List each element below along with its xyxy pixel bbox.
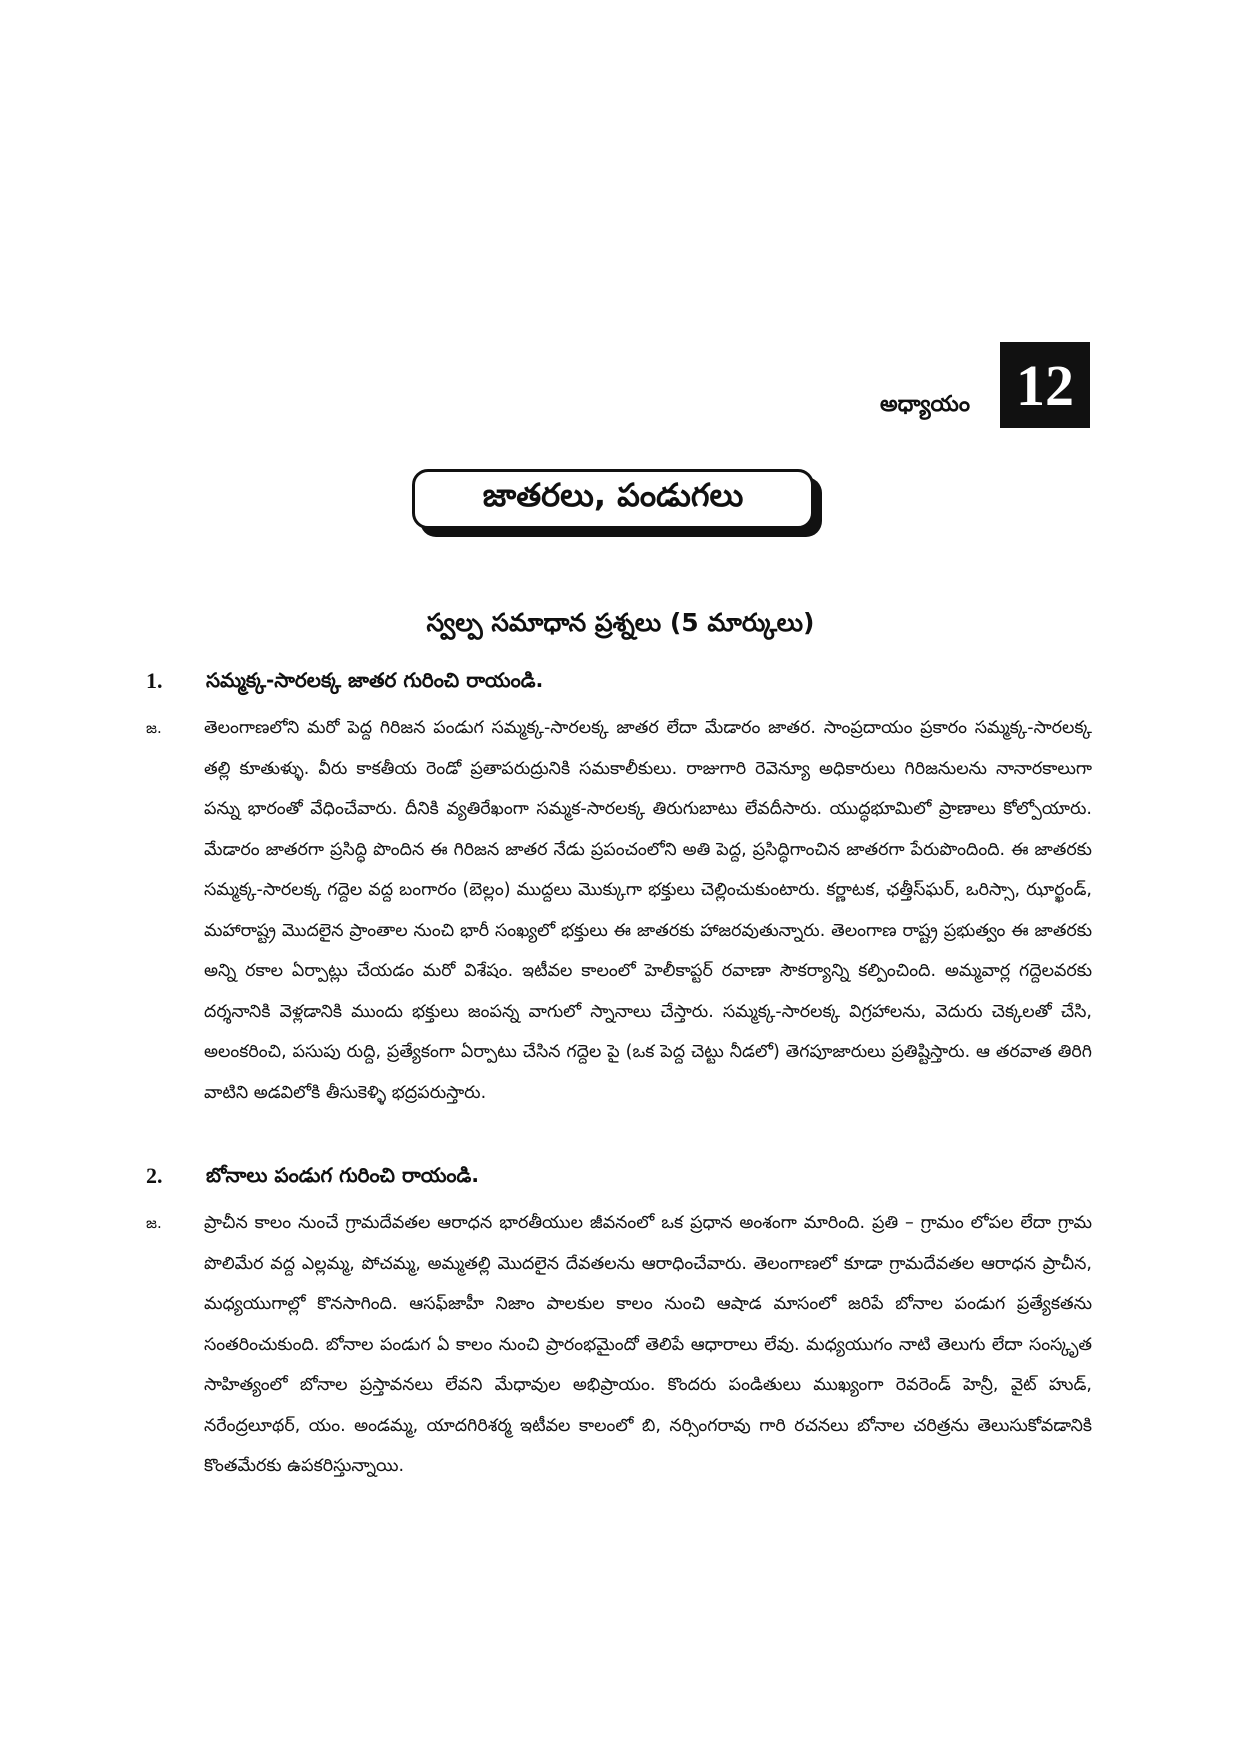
chapter-number-box: 12 — [1000, 342, 1090, 428]
chapter-label: అధ్యాయం — [880, 392, 971, 417]
question-2 — [146, 1163, 1096, 1192]
answer-1 — [146, 708, 1096, 1113]
question-number: 2. — [146, 1163, 163, 1188]
answer-marker: జ. — [146, 1214, 162, 1232]
answer-text: తెలంగాణలోని మరో పెద్ద గిరిజన పండుగ సమ్మక్క-సారలక్క జాతర లేదా మేడారం జాతర. సాంప్రదాయం ప్రకారం సమ్మక్క-సారలక్క తల్లి కూతుళ్ళు. వీరు కాకతీయ రెండో ప్రతాపరుద్రునికి సమకాలీకులు. రాజుగారి రెవెన్యూ అధికారులు గిరిజనులను నానారకాలుగా పన్ను భారంతో వేధించేవారు. దీనికి వ్యతిరేఖంగా సమ్మక-సారలక్క తిరుగుబాటు లేవదీసారు. యుద్ధభూమిలో ప్రాణాలు కోల్పోయారు. మేడారం జాతరగా ప్రసిద్ధి పొందిన ఈ గిరిజన జాతర నేడు ప్రపంచంలోని అతి పెద్ద, ప్రసిద్ధిగాంచిన జాతరగా పేరుపొందింది. ఈ జాతరకు సమ్మక్క-సారలక్క గద్దెల వద్ద బంగారం (బెల్లం) ముద్దలు మొక్కుగా భక్తులు చెల్లించుకుంటారు. కర్ణాటక, ఛత్తీస్‌ఘర్, ఒరిస్సా, ఝార్ఖండ్, మహారాష్ట్ర మొదలైన ప్రాంతాల నుంచి భారీ సంఖ్యలో భక్తులు ఈ జాతరకు హాజరవుతున్నారు. తెలంగాణ రాష్ట్ర ప్రభుత్వం ఈ జాతరకు అన్ని రకాల ఏర్పాట్లు చేయడం మరో విశేషం. ఇటీవల కాలంలో హెలీకాప్టర్ రవాణా సౌకర్యాన్ని కల్పించింది. అమ్మవార్ల గద్దెలవరకు దర్శనానికి వెళ్లడానికి ముందు భక్తులు జంపన్న వాగులో స్నానాలు చేస్తారు. సమ్మక్క-సారలక్క విగ్రహాలను, వెదురు చెక్కలతో చేసి, అలంకరించి, పసుపు రుద్ది, ప్రత్యేకంగా ఏర్పాటు చేసిన గద్దెల పై (ఒక పెద్ద చెట్టు నీడలో) తెగపూజారులు ప్రతిష్టిస్తారు. ఆ తరవాత తిరిగి వాటిని అడవిలోకి తీసుకెళ్ళి భద్రపరుస్తారు. — [204, 718, 1092, 1103]
chapter-title: జాతరలు, పండుగలు — [412, 469, 814, 529]
question-number: 1. — [146, 668, 163, 693]
section-heading: స్వల్ప సమాధాన ప్రశ్నలు (5 మార్కులు) — [426, 608, 815, 637]
question-text: బోనాలు పండుగ గురించి రాయండి. — [206, 1163, 479, 1187]
answer-text: ప్రాచీన కాలం నుంచే గ్రామదేవతల ఆరాధన భారతీయుల జీవనంలో ఒక ప్రధాన అంశంగా మారింది. ప్రతి – గ్రామం లోపల లేదా గ్రామ పొలిమేర వద్ద ఎల్లమ్మ, పోచమ్మ, అమ్మతల్లి మొదలైన దేవతలను ఆరాధించేవారు. తెలంగాణలో కూడా గ్రామదేవతల ఆరాధన ప్రాచీన, మధ్యయుగాల్లో కొనసాగింది. ఆసఫ్‌జాహీ నిజాం పాలకుల కాలం నుంచి ఆషాడ మాసంలో జరిపే బోనాల పండుగ ప్రత్యేకతను సంతరించుకుంది. బోనాల పండుగ ఏ కాలం నుంచి ప్రారంభమైందో తెలిపే ఆధారాలు లేవు. మధ్యయుగం నాటి తెలుగు లేదా సంస్కృత సాహిత్యంలో బోనాల ప్రస్తావనలు లేవని మేధావుల అభిప్రాయం. కొందరు పండితులు ముఖ్యంగా రెవరెండ్ హెన్రీ, వైట్ హుడ్, నరేంద్రలూథర్, యం. అండమ్మ, యాదగిరిశర్మ ఇటీవల కాలంలో బి, నర్సింగరావు గారి రచనలు బోనాల చరిత్రను తెలుసుకోవడానికి కొంతమేరకు ఉపకరిస్తున్నాయి. — [204, 1213, 1092, 1476]
question-1 — [146, 668, 1096, 697]
answer-marker: జ. — [146, 719, 162, 737]
question-text: సమ్మక్క-సారలక్క జాతర గురించి రాయండి. — [206, 668, 544, 692]
answer-2 — [146, 1203, 1096, 1487]
